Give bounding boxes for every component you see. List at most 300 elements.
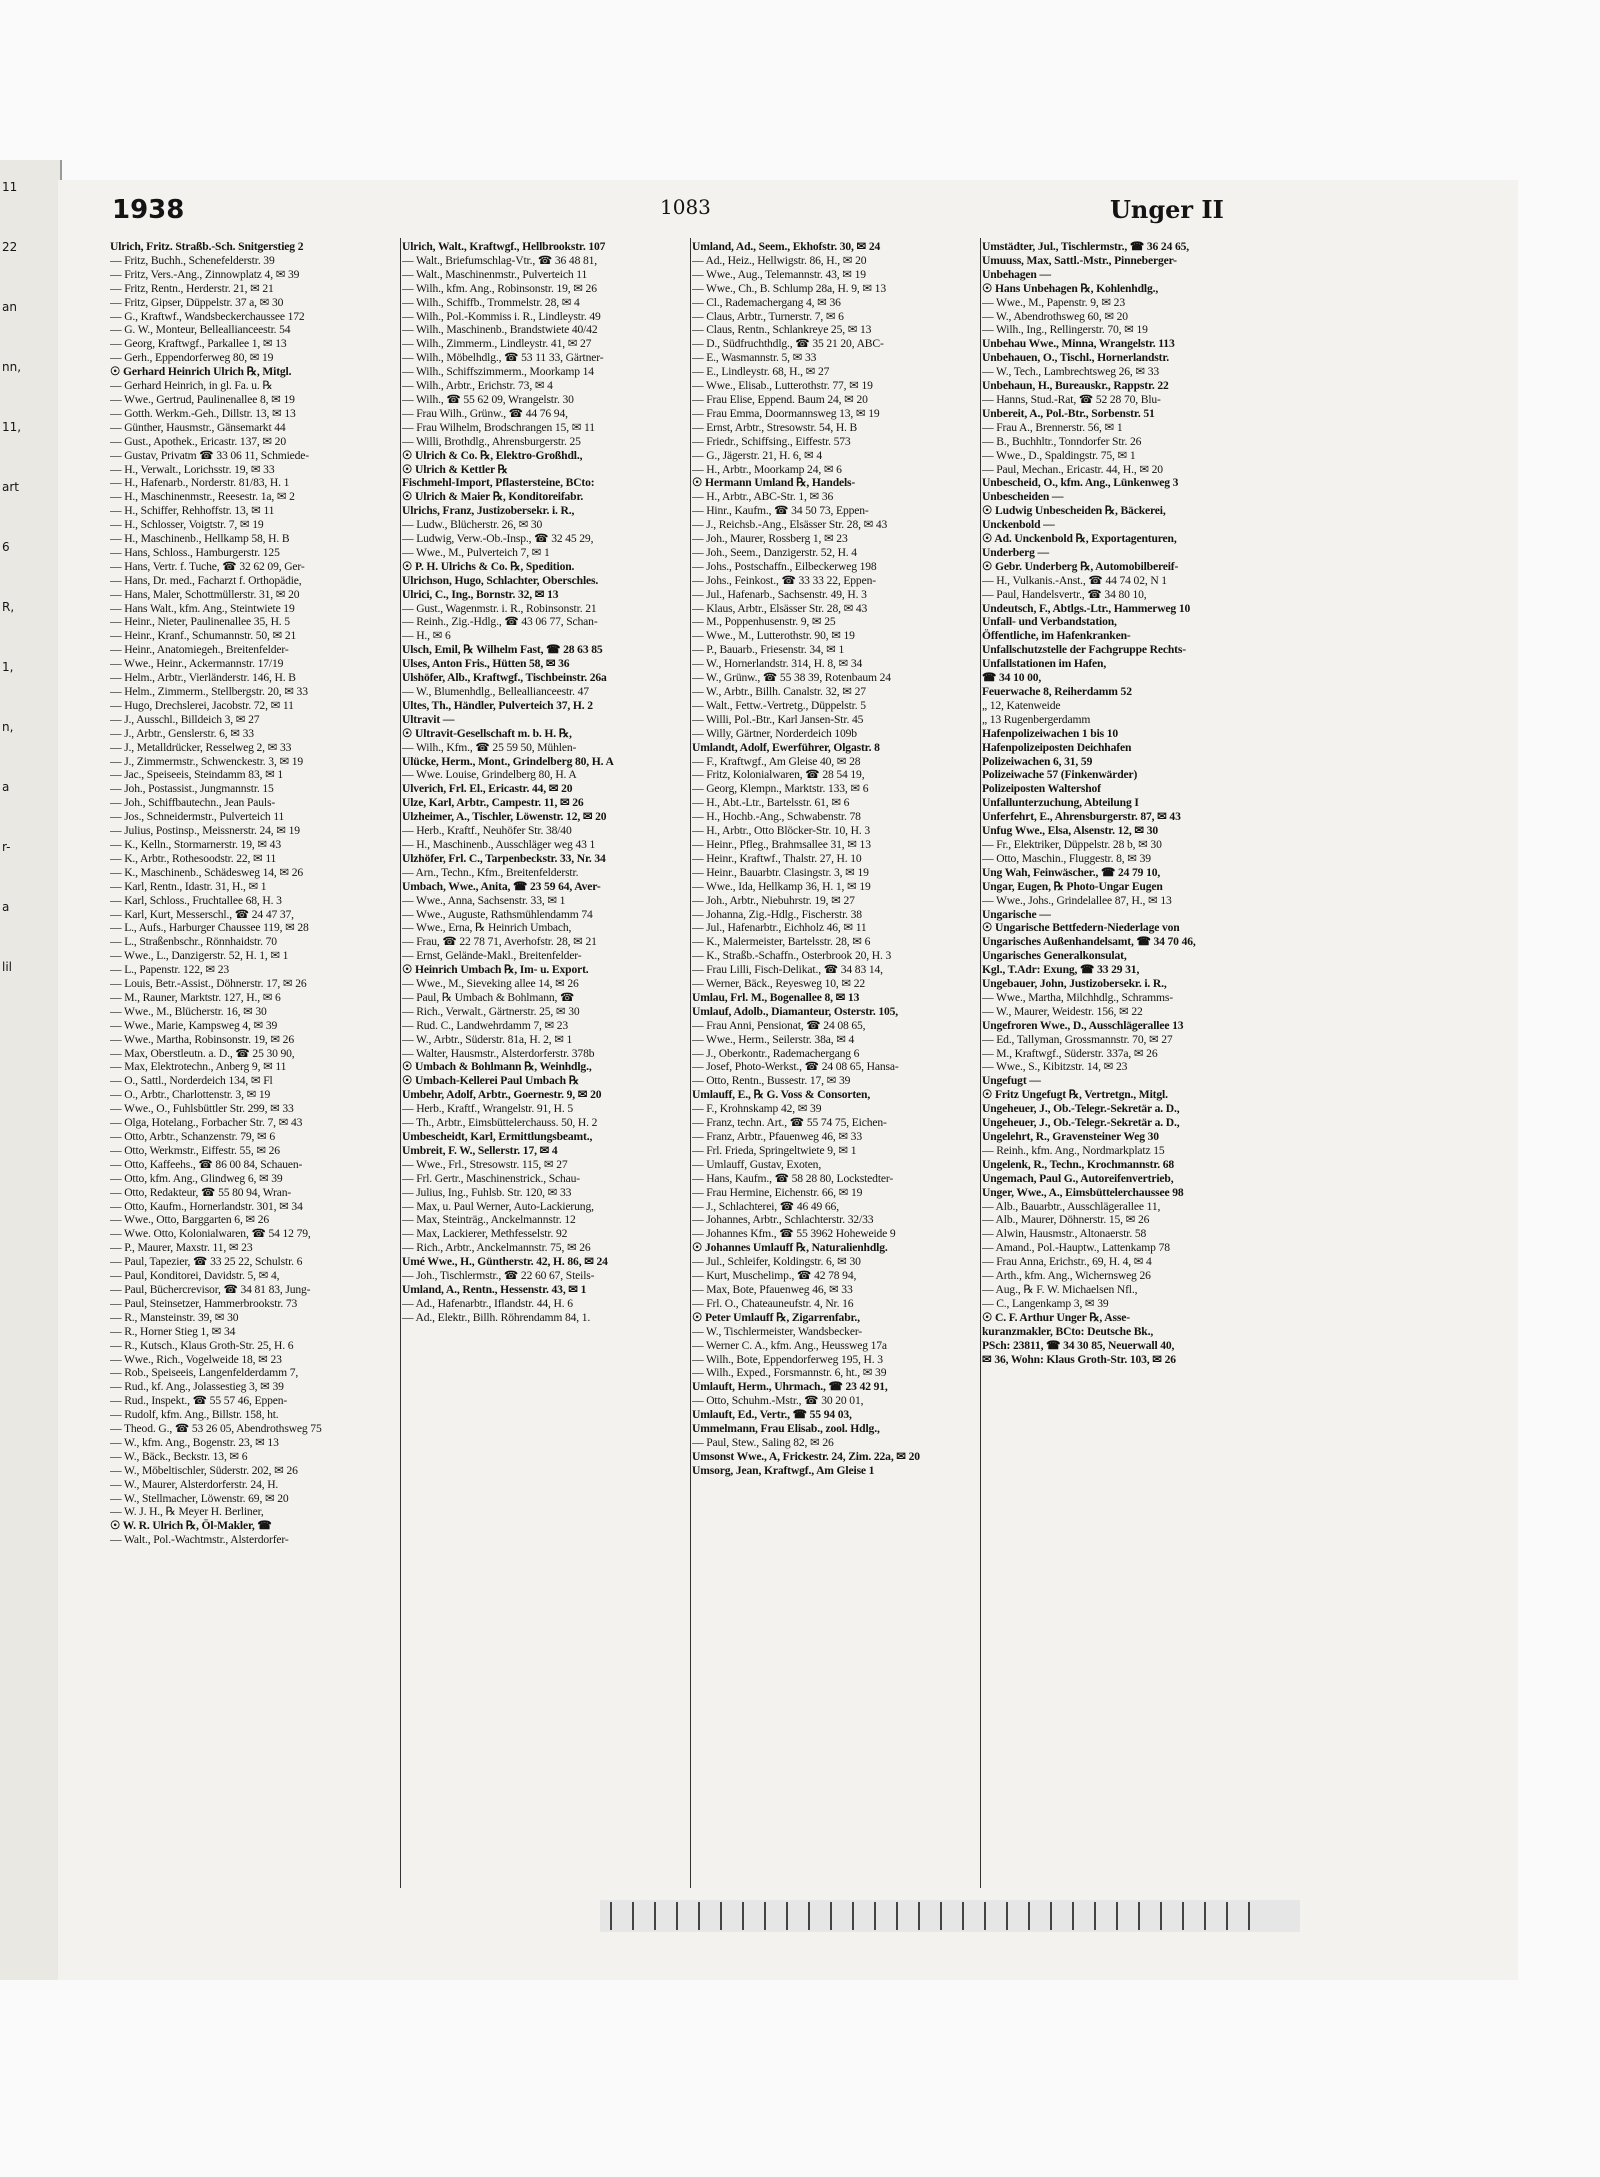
directory-entry: Umlauft, Ed., Vertr., ☎ 55 94 03,: [692, 1408, 852, 1422]
directory-entry: — K., Arbtr., Rothesoodstr. 22, ✉ 11: [110, 851, 277, 865]
directory-entry: ☉ Ludwig Unbescheiden ℞, Bäckerei,: [982, 504, 1166, 518]
directory-entry: Unbehaun, H., Bureauskr., Rappstr. 22: [982, 379, 1169, 393]
directory-entry: — Wwe., Marie, Kampsweg 4, ✉ 39: [110, 1018, 278, 1032]
directory-entry: — Max, Lackierer, Methfesselstr. 92: [402, 1227, 568, 1241]
directory-entry: — Ernst, Arbtr., Stresowstr. 54, H. B: [692, 420, 858, 434]
film-bottom-strip: [600, 1900, 1300, 1932]
directory-entry: — Reinh., kfm. Ang., Nordmarkplatz 15: [982, 1143, 1165, 1157]
directory-entry: — Cl., Rademachergang 4, ✉ 36: [692, 295, 841, 309]
film-tick: [1050, 1902, 1052, 1930]
directory-entry: Ulrichs, Franz, Justizobersekr. i. R.,: [402, 504, 575, 518]
directory-entry: ☉ Gebr. Underberg ℞, Automobilbereif-: [982, 559, 1179, 573]
directory-entry: — H., Abt.-Ltr., Bartelsstr. 61, ✉ 6: [692, 796, 850, 810]
film-tick: [1006, 1902, 1008, 1930]
directory-entry: — Max, Elektrotechn., Anberg 9, ✉ 11: [110, 1060, 287, 1074]
film-tick: [1116, 1902, 1118, 1930]
directory-entry: — J., Ausschl., Billdeich 3, ✉ 27: [110, 712, 260, 726]
directory-entry: Ungebauer, John, Justizobersekr. i. R.,: [982, 977, 1167, 991]
directory-entry: — H., Schlosser, Voigtstr. 7, ✉ 19: [110, 518, 264, 532]
directory-entry: — Wwe., O., Fuhlsbüttler Str. 299, ✉ 33: [110, 1102, 294, 1116]
directory-entry: — Wilh., Zimmerm., Lindleystr. 41, ✉ 27: [402, 337, 592, 351]
directory-entry: — Wwe., M., Sieveking allee 14, ✉ 26: [402, 977, 579, 991]
column-rule-2: [690, 238, 691, 1888]
directory-entry: — Rud. C., Landwehrdamm 7, ✉ 23: [402, 1018, 569, 1032]
film-tick: [610, 1902, 612, 1930]
column-rule-3: [980, 238, 981, 1888]
directory-entry: — Alb., Bauarbtr., Ausschlägerallee 11,: [982, 1199, 1161, 1213]
directory-entry: ✉ 36, Wohn: Klaus Groth-Str. 103, ✉ 26: [982, 1352, 1176, 1366]
directory-entry: — H., Hafenarb., Norderstr. 81/83, H. 1: [110, 476, 290, 490]
directory-entry: kuranzmakler, BCto: Deutsche Bk.,: [982, 1324, 1154, 1338]
directory-entry: Unfug Wwe., Elsa, Alsenstr. 12, ✉ 30: [982, 824, 1158, 838]
directory-entry: Umstädter, Jul., Tischlermstr., ☎ 36 24 65,: [982, 240, 1190, 253]
directory-entry: — Ad., Hafenarbtr., Iflandstr. 44, H. 6: [402, 1296, 573, 1310]
directory-entry: — Theod. G., ☎ 53 26 05, Abendrothsweg 75: [110, 1422, 322, 1436]
directory-entry: — Frau Lilli, Fisch-Delikat., ☎ 34 83 14,: [692, 963, 883, 977]
prev-page-fragment: R,: [2, 600, 15, 614]
directory-entry: — Wwe., Erna, ℞ Heinrich Umbach,: [402, 921, 572, 935]
directory-entry: Umuuss, Max, Sattl.-Mstr., Pinneberger-: [982, 253, 1177, 267]
directory-entry: — G., Jägerstr. 21, H. 6, ✉ 4: [692, 448, 822, 462]
directory-entry: Ungefroren Wwe., D., Ausschlägerallee 13: [982, 1018, 1184, 1032]
directory-entry: — M., Poppenhusenstr. 9, ✉ 25: [692, 615, 836, 629]
directory-entry: — Wilh., Maschinenb., Brandstwiete 40/42: [402, 323, 598, 337]
column-rule-1: [400, 238, 401, 1888]
directory-entry: — Frau Hermine, Eichenstr. 66, ✉ 19: [692, 1185, 863, 1199]
directory-entry: Ungarische —: [982, 907, 1051, 921]
directory-entry: — Georg, Klempn., Marktstr. 133, ✉ 6: [692, 782, 869, 796]
directory-entry: ☉ Ulrich & Co. ℞, Elektro-Großhdl.,: [402, 448, 583, 462]
directory-entry: — Frau Anna, Erichstr., 69, H. 4, ✉ 4: [982, 1255, 1152, 1269]
directory-entry: — W., Hornerlandstr. 314, H. 8, ✉ 34: [692, 657, 863, 671]
directory-entry: — E., Lindleystr. 68, H., ✉ 27: [692, 365, 830, 379]
directory-entry: — K., Malermeister, Bartelsstr. 28, ✉ 6: [692, 935, 871, 949]
directory-entry: — Gust., Apothek., Ericastr. 137, ✉ 20: [110, 434, 286, 448]
directory-entry: — H., Arbtr., ABC-Str. 1, ✉ 36: [692, 490, 834, 504]
directory-entry: Umbreit, F. W., Sellerstr. 17, ✉ 4: [402, 1143, 558, 1157]
directory-entry: — O., Arbtr., Charlottenstr. 3, ✉ 19: [110, 1088, 271, 1102]
directory-entry: — C., Langenkamp 3, ✉ 39: [982, 1296, 1109, 1310]
directory-entry: Umland, A., Rentn., Hessenstr. 43, ✉ 1: [402, 1282, 587, 1296]
directory-entry: Umlauf, Adolb., Diamanteur, Osterstr. 105,: [692, 1004, 899, 1018]
directory-entry: — W., kfm. Ang., Bogenstr. 23, ✉ 13: [110, 1435, 279, 1449]
directory-entry: — Wilh., kfm. Ang., Robinsonstr. 19, ✉ 26: [402, 281, 597, 295]
directory-entry: — Paul, Steinsetzer, Hammerbrookstr. 73: [110, 1296, 298, 1310]
prev-page-fragment: 11,: [2, 420, 22, 434]
directory-entry: ☉ Umbach & Bohlmann ℞, Weinhdlg.,: [402, 1060, 592, 1074]
directory-entry: — W., Abendrothsweg 60, ✉ 20: [982, 309, 1128, 323]
prev-page-fragment: 22: [2, 240, 18, 254]
directory-entry: Ulses, Anton Fris., Hütten 58, ✉ 36: [402, 657, 570, 671]
directory-entry: — H., Arbtr., Moorkamp 24, ✉ 6: [692, 462, 842, 476]
film-tick: [962, 1902, 964, 1930]
directory-entry: Unfallschutzstelle der Fachgruppe Rechts-: [982, 643, 1186, 657]
directory-entry: — Ad., Heiz., Hellwigstr. 86, H., ✉ 20: [692, 253, 867, 267]
directory-entry: Underberg —: [982, 545, 1049, 559]
directory-entry: — Klaus, Arbtr., Elsässer Str. 28, ✉ 43: [692, 601, 868, 615]
directory-entry: ☉ Ungarische Bettfedern-Niederlage von: [982, 921, 1180, 935]
directory-entry: — Frau Elise, Eppend. Baum 24, ✉ 20: [692, 392, 868, 406]
directory-entry: — Hans, Dr. med., Facharzt f. Orthopädie,: [110, 573, 302, 587]
directory-entry: — Werner C. A., kfm. Ang., Heussweg 17a: [692, 1338, 887, 1352]
directory-entry: Umlau, Frl. M., Bogenallee 8, ✉ 13: [692, 990, 860, 1004]
directory-entry: — Frl. Gertr., Maschinenstrick., Schau-: [402, 1171, 581, 1185]
directory-entry: — Wwe., Gertrud, Paulinenallee 8, ✉ 19: [110, 392, 295, 406]
directory-entry: — Rich., Verwalt., Gärtnerstr. 25, ✉ 30: [402, 1004, 580, 1018]
directory-entry: — Otto, Arbtr., Schanzenstr. 79, ✉ 6: [110, 1130, 276, 1143]
directory-entry: — Günther, Hausmstr., Gänsemarkt 44: [110, 420, 286, 434]
directory-entry: — Rich., Arbtr., Anckelmannstr. 75, ✉ 26: [402, 1241, 591, 1255]
directory-entry: Ulzhöfer, Frl. C., Tarpenbeckstr. 33, Nr. 34: [402, 851, 606, 865]
directory-entry: — Arn., Techn., Kfm., Breitenfelderstr.: [402, 865, 579, 879]
directory-entry: — Wilh., Arbtr., Erichstr. 73, ✉ 4: [402, 379, 553, 393]
directory-entry: — H., Verwalt., Lorichsstr. 19, ✉ 33: [110, 462, 275, 476]
directory-entry: — Frau Wilh., Grünw., ☎ 44 76 94,: [402, 406, 568, 420]
directory-entry: — Willi, Pol.-Btr., Karl Jansen-Str. 45: [692, 712, 864, 726]
directory-entry: — Claus, Arbtr., Turnerstr. 7, ✉ 6: [692, 309, 844, 323]
directory-entry: — Karl, Kurt, Messerschl., ☎ 24 47 37,: [110, 907, 294, 921]
directory-entry: — Wwe., S., Kibitzstr. 14, ✉ 23: [982, 1060, 1128, 1074]
directory-entry: — Paul, Konditorei, Davidstr. 5, ✉ 4,: [110, 1269, 280, 1283]
directory-entry: — H., Maschinenb., Ausschläger weg 43 1: [402, 837, 596, 851]
directory-entry: ☉ Ulrich & Maier ℞, Konditoreifabr.: [402, 490, 584, 504]
directory-entry: Hafenpolizeiwachen 1 bis 10: [982, 726, 1119, 740]
directory-entry: — Arth., kfm. Ang., Wichernsweg 26: [982, 1269, 1151, 1283]
directory-entry: — E., Wasmannstr. 5, ✉ 33: [692, 351, 817, 365]
prev-page-fragment: lil: [2, 960, 13, 974]
directory-entry: Ulsch, Emil, ℞ Wilhelm Fast, ☎ 28 63 85: [402, 643, 603, 657]
directory-entry: — M., Rauner, Marktstr. 127, H., ✉ 6: [110, 990, 281, 1004]
directory-entry: — Willi, Brothdlg., Ahrensburgerstr. 25: [402, 434, 581, 448]
directory-entry: Umlauff, E., ℞ G. Voss & Consorten,: [692, 1088, 871, 1102]
directory-entry: — W., Maurer, Weidestr. 156, ✉ 22: [982, 1004, 1143, 1018]
directory-entry: — Hans, Vertr. f. Tuche, ☎ 32 62 09, Ger-: [110, 559, 305, 573]
directory-entry: — Johannes, Arbtr., Schlachterstr. 32/33: [692, 1213, 874, 1227]
directory-entry: Ungeheuer, J., Ob.-Telegr.-Sekretär a. D.,: [982, 1102, 1180, 1116]
column-4: [982, 240, 1282, 1880]
directory-entry: — Wwe., D., Spaldingstr. 75, ✉ 1: [982, 448, 1136, 462]
directory-entry: — Josef, Photo-Werkst., ☎ 24 08 65, Hansa-: [692, 1060, 899, 1074]
directory-entry: — Wwe., Rich., Vogelweide 18, ✉ 23: [110, 1352, 282, 1366]
directory-entry: ☉ Heinrich Umbach ℞, Im- u. Export.: [402, 963, 589, 977]
directory-entry: — Wwe., Frl., Stresowstr. 115, ✉ 27: [402, 1157, 568, 1171]
directory-entry: Ultes, Th., Händler, Pulverteich 37, H. 2: [402, 698, 593, 712]
directory-entry: — Wwe., L., Danzigerstr. 52, H. 1, ✉ 1: [110, 949, 289, 963]
directory-entry: — B., Buchhltr., Tonndorfer Str. 26: [982, 434, 1142, 448]
directory-entry: — Paul, Tapezier, ☎ 33 25 22, Schulstr. 6: [110, 1255, 303, 1269]
directory-entry: — Walt., Briefumschlag-Vtr., ☎ 36 48 81,: [402, 253, 598, 267]
directory-entry: — Friedr., Schiffsing., Eiffestr. 573: [692, 434, 851, 448]
directory-entry: — Wilh., Schiffb., Trommelstr. 28, ✉ 4: [402, 295, 580, 309]
directory-entry: — Paul, Handelsvertr., ☎ 34 80 10,: [982, 587, 1147, 601]
directory-entry: ☉ Umbach-Kellerei Paul Umbach ℞: [402, 1074, 579, 1088]
directory-entry: — Paul, Büchercrevisor, ☎ 34 81 83, Jung-: [110, 1282, 311, 1296]
directory-entry: — Otto, Kaffeehs., ☎ 86 00 84, Schauen-: [110, 1157, 303, 1171]
directory-entry: — G. W., Monteur, Belleallianceestr. 54: [110, 323, 291, 337]
directory-entry: — Olga, Hotelang., Forbacher Str. 7, ✉ 43: [110, 1116, 303, 1130]
directory-entry: — Max, Steinträg., Anckelmannstr. 12: [402, 1213, 576, 1227]
directory-entry: — H., ✉ 6: [402, 629, 451, 643]
directory-entry: — Werner, Bäck., Reyesweg 10, ✉ 22: [692, 977, 866, 991]
directory-entry: — Otto, Werkmstr., Eiffestr. 55, ✉ 26: [110, 1143, 280, 1157]
directory-entry: Ultravit —: [402, 712, 455, 726]
directory-entry: ☉ C. F. Arthur Unger ℞, Asse-: [982, 1310, 1130, 1324]
directory-entry: Umsonst Wwe., A, Frickestr. 24, Zim. 22a, ✉ 20: [692, 1449, 920, 1463]
directory-entry: Unger, Wwe., A., Eimsbüttelerchaussee 98: [982, 1185, 1184, 1199]
directory-entry: — Frau Anni, Pensionat, ☎ 24 08 65,: [692, 1018, 866, 1032]
directory-entry: — Th., Arbtr., Eimsbüttelerchauss. 50, H. 2: [402, 1116, 598, 1130]
directory-entry: ☉ Johannes Umlauff ℞, Naturalienhdlg.: [692, 1241, 888, 1255]
film-tick: [698, 1902, 700, 1930]
film-tick: [940, 1902, 942, 1930]
directory-entry: — W., Blumenhdlg., Belleallianceestr. 47: [402, 685, 589, 698]
directory-entry: Unfall- und Verbandstation,: [982, 615, 1117, 629]
film-tick: [676, 1902, 678, 1930]
film-tick: [1160, 1902, 1162, 1930]
directory-entry: — Wwe., Aug., Telemannstr. 43, ✉ 19: [692, 267, 866, 281]
directory-entry: — Hugo, Drechslerei, Jacobstr. 72, ✉ 11: [110, 698, 294, 712]
directory-entry: Unbescheid, O., kfm. Ang., Lünkenweg 3: [982, 476, 1179, 490]
directory-entry: ☎ 34 10 00,: [982, 671, 1042, 685]
directory-entry: — W., Tischlermeister, Wandsbecker-: [692, 1324, 863, 1338]
directory-entry: — Heinr., Bauarbtr. Clasingstr. 3, ✉ 19: [692, 865, 869, 879]
film-tick: [874, 1902, 876, 1930]
directory-entry: Umsorg, Jean, Kraftwgf., Am Gleise 1: [692, 1463, 875, 1477]
directory-entry: — F., Kraftwgf., Am Gleise 40, ✉ 28: [692, 754, 861, 768]
directory-entry: ☉ Fritz Ungefugt ℞, Vertretgn., Mitgl.: [982, 1088, 1168, 1102]
directory-entry: — Heinr., Kranf., Schumannstr. 50, ✉ 21: [110, 629, 297, 643]
directory-entry: Umlandt, Adolf, Ewerführer, Olgastr. 8: [692, 740, 880, 754]
directory-entry: — Willy, Gärtner, Norderdeich 109b: [692, 726, 857, 740]
column-3: [692, 240, 992, 1880]
directory-entry: Ummelmann, Frau Elisab., zool. Hdlg.,: [692, 1422, 880, 1436]
directory-entry: ☉ P. H. Ulrichs & Co. ℞, Spedition.: [402, 559, 575, 573]
directory-entry: — Frau Emma, Doormannsweg 13, ✉ 19: [692, 406, 880, 420]
directory-entry: — Jul., Schleifer, Koldingstr. 6, ✉ 30: [692, 1255, 861, 1269]
directory-entry: — G., Kraftwf., Wandsbeckerchaussee 172: [110, 309, 305, 323]
directory-entry: — H., Schiffer, Rehhoffstr. 13, ✉ 11: [110, 504, 275, 518]
directory-entry: — Hanns, Stud.-Rat, ☎ 52 28 70, Blu-: [982, 392, 1161, 406]
directory-entry: Umé Wwe., H., Güntherstr. 42, H. 86, ✉ 24: [402, 1255, 608, 1269]
directory-entry: Unbehagen —: [982, 267, 1051, 281]
directory-entry: — F., Krohnskamp 42, ✉ 39: [692, 1102, 822, 1116]
header-range-keyword: Unger II: [1110, 195, 1224, 224]
directory-entry: — Amand., Pol.-Hauptw., Lattenkamp 78: [982, 1241, 1170, 1255]
directory-entry: Umlauft, Herm., Uhrmach., ☎ 23 42 91,: [692, 1380, 888, 1394]
directory-entry: — Fritz, Buchh., Schenefelderstr. 39: [110, 253, 275, 267]
directory-entry: Ulücke, Herm., Mont., Grindelberg 80, H. A: [402, 754, 614, 768]
film-tick: [1248, 1902, 1250, 1930]
film-tick: [632, 1902, 634, 1930]
directory-entry: — Herb., Kraftf., Wrangelstr. 91, H. 5: [402, 1102, 574, 1116]
directory-entry: — Fritz, Gipser, Düppelstr. 37 a, ✉ 30: [110, 295, 284, 309]
directory-entry: — H., Vulkanis.-Anst., ☎ 44 74 02, N 1: [982, 573, 1167, 587]
directory-entry: — Umlauff, Gustav, Exoten,: [692, 1157, 822, 1171]
directory-entry: Unbereit, A., Pol.-Btr., Sorbenstr. 51: [982, 406, 1155, 420]
directory-entry: Ungarisches Generalkonsulat,: [982, 949, 1127, 963]
directory-entry: — Helm., Zimmerm., Stellbergstr. 20, ✉ 33: [110, 685, 308, 698]
directory-entry: Umbehr, Adolf, Arbtr., Goernestr. 9, ✉ 20: [402, 1088, 602, 1102]
directory-entry: — Karl, Schloss., Fruchtallee 68, H. 3: [110, 893, 282, 907]
column-2: [402, 240, 702, 1880]
film-tick: [896, 1902, 898, 1930]
directory-entry: — Louis, Betr.-Assist., Döhnerstr. 17, ✉ 26: [110, 977, 307, 991]
directory-entry: Polizeiwachen 6, 31, 59: [982, 754, 1093, 768]
directory-entry: — Walt., Maschinenmstr., Pulverteich 11: [402, 267, 588, 281]
directory-entry: — L., Straßenbschr., Rönnhaidstr. 70: [110, 935, 277, 949]
directory-entry: — P., Bauarb., Friesenstr. 34, ✉ 1: [692, 643, 845, 657]
directory-entry: — Wilh., Kfm., ☎ 25 59 50, Mühlen-: [402, 740, 577, 754]
directory-entry: Unfallunterzuchung, Abteilung I: [982, 796, 1139, 810]
directory-entry: ☉ W. R. Ulrich ℞, Öl-Makler, ☎: [110, 1519, 272, 1533]
directory-entry: — H., Maschinenb., Hellkamp 58, H. B: [110, 532, 290, 546]
directory-entry: — Frau A., Brennerstr. 56, ✉ 1: [982, 420, 1123, 434]
directory-entry: — Helm., Arbtr., Vierländerstr. 146, H. B: [110, 671, 296, 685]
directory-entry: Kgl., T.Adr: Exung, ☎ 33 29 31,: [982, 963, 1140, 977]
directory-entry: Unbehau Wwe., Minna, Wrangelstr. 113: [982, 337, 1175, 351]
header-page-number: 1083: [660, 195, 711, 219]
directory-entry: — Karl, Rentn., Idastr. 31, H., ✉ 1: [110, 879, 267, 893]
directory-entry: Umbach, Wwe., Anita, ☎ 23 59 64, Aver-: [402, 879, 601, 893]
directory-entry: — Max, Oberstleutn. a. D., ☎ 25 30 90,: [110, 1046, 295, 1060]
directory-entry: — K., Kelln., Stormarnerstr. 19, ✉ 43: [110, 837, 281, 851]
directory-entry: — Fr., Elektriker, Düppelstr. 28 b, ✉ 30: [982, 837, 1162, 851]
directory-entry: — J., Zimmermstr., Schwenckestr. 3, ✉ 19: [110, 754, 304, 768]
directory-entry: ☉ Gerhard Heinrich Ulrich ℞, Mitgl.: [110, 365, 292, 379]
directory-entry: — L., Papenstr. 122, ✉ 23: [110, 963, 229, 977]
directory-entry: ☉ Ad. Unckenbold ℞, Exportagenturen,: [982, 532, 1177, 546]
directory-entry: — R., Horner Stieg 1, ✉ 34: [110, 1324, 236, 1338]
directory-entry: — Ad., Elektr., Billh. Röhrendamm 84, 1.: [402, 1310, 591, 1324]
directory-entry: ☉ Hans Unbehagen ℞, Kohlenhdlg.,: [982, 281, 1159, 295]
directory-entry: — Johanna, Zig.-Hdlg., Fischerstr. 38: [692, 907, 862, 921]
directory-entry: — Otto, Maschin., Fluggestr. 8, ✉ 39: [982, 851, 1151, 865]
directory-entry: — Johs., Feinkost., ☎ 33 33 22, Eppen-: [692, 573, 876, 587]
directory-entry: — Wwe., Ch., B. Schlump 28a, H. 9, ✉ 13: [692, 281, 886, 295]
directory-entry: Unbescheiden —: [982, 490, 1064, 504]
directory-entry: Unfallstationen im Hafen,: [982, 657, 1107, 671]
directory-entry: — Reinh., Zig.-Hdlg., ☎ 43 06 77, Schan-: [402, 615, 598, 629]
directory-entry: — Wwe., Ida, Hellkamp 36, H. 1, ✉ 19: [692, 879, 871, 893]
directory-entry: — Joh., Arbtr., Niebuhrstr. 19, ✉ 27: [692, 893, 855, 907]
directory-entry: — W., Stellmacher, Löwenstr. 69, ✉ 20: [110, 1491, 289, 1505]
directory-entry: — Johs., Postschaffn., Eilbeckerweg 198: [692, 559, 877, 573]
directory-entry: Ungefugt —: [982, 1074, 1041, 1088]
directory-entry: Öffentliche, im Hafenkranken-: [982, 629, 1131, 643]
directory-entry: — Wwe., Elisab., Lutterothstr. 77, ✉ 19: [692, 379, 873, 393]
directory-entry: „ 12, Katenweide: [982, 698, 1061, 712]
directory-entry: — Wilh., Pol.-Kommiss i. R., Lindleystr. 49: [402, 309, 601, 323]
film-tick: [830, 1902, 832, 1930]
directory-entry: — Otto, kfm. Ang., Glindweg 6, ✉ 39: [110, 1171, 283, 1185]
previous-page-edge: [0, 160, 62, 1980]
film-tick: [720, 1902, 722, 1930]
directory-entry: — Wwe. Otto, Kolonialwaren, ☎ 54 12 79,: [110, 1227, 311, 1241]
directory-entry: Umbescheidt, Karl, Ermittlungsbeamt.,: [402, 1130, 593, 1143]
directory-entry: — Rudolf, kfm. Ang., Billstr. 158, ht.: [110, 1408, 279, 1422]
directory-entry: — J., Oberkontr., Rademachergang 6: [692, 1046, 860, 1060]
directory-entry: — Franz, techn. Art., ☎ 55 74 75, Eichen-: [692, 1116, 887, 1130]
film-tick: [1072, 1902, 1074, 1930]
directory-entry: — Hans, Kaufm., ☎ 58 28 80, Lockstedter-: [692, 1171, 894, 1185]
directory-entry: — Wilh., Möbelhdlg., ☎ 53 11 33, Gärtner-: [402, 351, 604, 365]
directory-entry: — Wwe., Heinr., Ackermannstr. 17/19: [110, 657, 284, 671]
directory-entry: — O., Sattl., Norderdeich 134, ✉ Fl: [110, 1074, 273, 1088]
directory-entry: — H., Arbtr., Otto Blöcker-Str. 10, H. 3: [692, 824, 870, 838]
directory-entry: — Wilh., Bote, Eppendorferweg 195, H. 3: [692, 1352, 883, 1366]
directory-entry: — P., Maurer, Maxstr. 11, ✉ 23: [110, 1241, 253, 1255]
film-tick: [1094, 1902, 1096, 1930]
directory-entry: ☉ Ultravit-Gesellschaft m. b. H. ℞,: [402, 726, 572, 740]
prev-page-fragment: art: [2, 480, 19, 494]
directory-entry: — D., Südfruchthdlg., ☎ 35 21 20, ABC-: [692, 337, 884, 351]
directory-entry: Ungelehrt, R., Gravensteiner Weg 30: [982, 1130, 1159, 1143]
directory-entry: — Julius, Ing., Fuhlsb. Str. 120, ✉ 33: [402, 1185, 572, 1199]
film-tick: [654, 1902, 656, 1930]
directory-entry: Ungarisches Außenhandelsamt, ☎ 34 70 46,: [982, 935, 1196, 949]
directory-entry: Polizeiposten Waltershof: [982, 782, 1101, 796]
directory-entry: — Paul, Stew., Saling 82, ✉ 26: [692, 1435, 834, 1449]
directory-entry: — Wwe., Martha, Milchhdlg., Schramms-: [982, 990, 1173, 1004]
directory-entry: Ulshöfer, Alb., Kraftwgf., Tischbeinstr. 26a: [402, 671, 607, 685]
directory-entry: — R., Kutsch., Klaus Groth-Str. 25, H. 6: [110, 1338, 294, 1352]
directory-entry: — Hans, Maler, Schottmüllerstr. 31, ✉ 20: [110, 587, 300, 601]
directory-entry: — Wwe. Louise, Grindelberg 80, H. A: [402, 768, 577, 782]
directory-entry: — H., Hochb.-Ang., Schwabenstr. 78: [692, 810, 861, 824]
film-tick: [1182, 1902, 1184, 1930]
prev-page-fragment: 6: [2, 540, 10, 554]
film-tick: [918, 1902, 920, 1930]
directory-entry: — Wwe., Johs., Grindelallee 87, H., ✉ 13: [982, 893, 1172, 907]
directory-entry: — Gerh., Eppendorferweg 80, ✉ 19: [110, 351, 274, 365]
film-tick: [1028, 1902, 1030, 1930]
directory-entry: Unckenbold —: [982, 518, 1055, 532]
directory-entry: Ungeheuer, J., Ob.-Telegr.-Sekretär a. D.,: [982, 1116, 1180, 1130]
film-tick: [1138, 1902, 1140, 1930]
directory-entry: — Frau, ☎ 22 78 71, Averhofstr. 28, ✉ 21: [402, 935, 597, 949]
directory-entry: — Wwe., Herm., Seilerstr. 38a, ✉ 4: [692, 1032, 855, 1046]
directory-entry: — Walter, Hausmstr., Alsterdorferstr. 378b: [402, 1046, 595, 1060]
directory-entry: ☉ Hermann Umland ℞, Handels-: [692, 476, 856, 490]
directory-entry: — Hans, Schloss., Hamburgerstr. 125: [110, 545, 280, 559]
directory-entry: — Joh., Maurer, Rossberg 1, ✉ 23: [692, 532, 848, 546]
directory-entry: Unbehauen, O., Tischl., Hornerlandstr.: [982, 351, 1170, 365]
directory-entry: — Wwe., Anna, Sachsenstr. 33, ✉ 1: [402, 893, 566, 907]
directory-entry: Feuerwache 8, Reiherdamm 52: [982, 685, 1132, 698]
directory-entry: PSch: 23811, ☎ 34 30 85, Neuerwall 40,: [982, 1338, 1175, 1352]
directory-entry: — Heinr., Anatomiegeh., Breitenfelder-: [110, 643, 289, 657]
directory-entry: — Claus, Rentn., Schlankreye 25, ✉ 13: [692, 323, 872, 337]
directory-entry: — W., Grünw., ☎ 55 38 39, Rotenbaum 24: [692, 671, 891, 685]
directory-entry: — Gustav, Privatm ☎ 33 06 11, Schmiede-: [110, 448, 310, 462]
directory-entry: Ungelenk, R., Techn., Krochmannstr. 68: [982, 1157, 1175, 1171]
prev-page-fragment: 11: [2, 180, 18, 194]
directory-entry: — Wilh., Ing., Rellingerstr. 70, ✉ 19: [982, 323, 1148, 337]
directory-entry: — Gerhard Heinrich, in gl. Fa. u. ℞: [110, 379, 273, 393]
directory-entry: Ulrici, C., Ing., Bornstr. 32, ✉ 13: [402, 587, 559, 601]
directory-entry: Ulzheimer, A., Tischler, Löwenstr. 12, ✉ 20: [402, 810, 607, 824]
film-tick: [852, 1902, 854, 1930]
directory-entry: — Joh., Tischlermstr., ☎ 22 60 67, Steils-: [402, 1269, 595, 1283]
directory-entry: — Alwin, Hausmstr., Altonaerstr. 58: [982, 1227, 1147, 1241]
directory-entry: — Herb., Kraftf., Neuhöfer Str. 38/40: [402, 824, 572, 838]
directory-entry: — Franz, Arbtr., Pfauenweg 46, ✉ 33: [692, 1130, 862, 1143]
header-year: 1938: [112, 195, 185, 225]
directory-entry: — W., Bäck., Beckstr. 13, ✉ 6: [110, 1449, 248, 1463]
directory-entry: — Jul., Hafenarb., Sachsenstr. 49, H. 3: [692, 587, 867, 601]
directory-entry: Ulverich, Frl. El., Ericastr. 44, ✉ 20: [402, 782, 573, 796]
prev-page-fragment: r-: [2, 840, 11, 854]
